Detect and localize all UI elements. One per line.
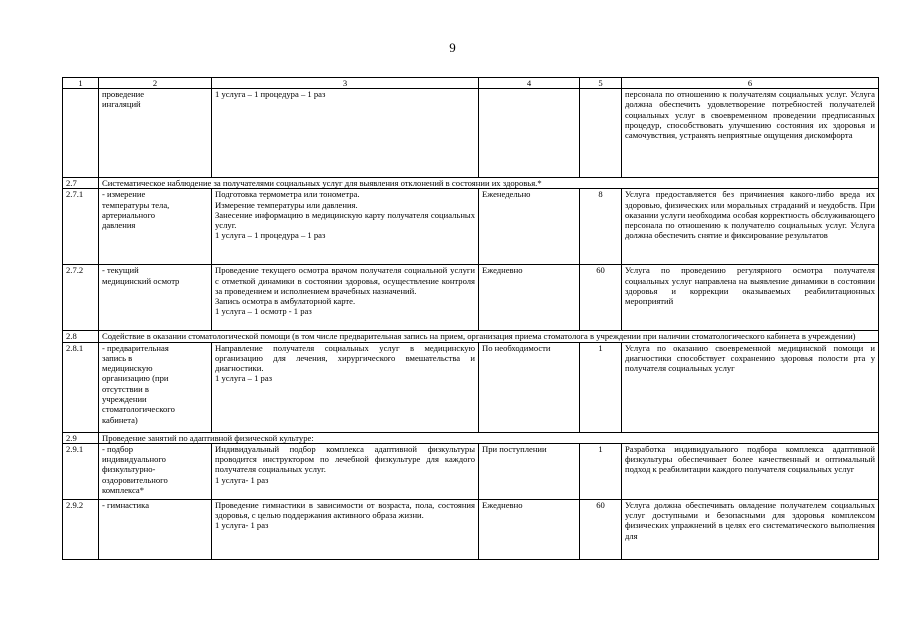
- service-content: [212, 342, 479, 432]
- service-description: Услуга предоставляется без причинения какого-либо вреда их здоровью, физических или моральных страданий и неудобств. При оказании услуги необходима особая корректность обслуживающего персонала по отношению к получателю социальных услуг. Услуга должна обеспечить снятие и фиксирование результатов: [622, 189, 879, 265]
- service-content-line: Измерение температуры или давления.: [215, 199, 358, 210]
- header-cell: 2: [99, 78, 212, 89]
- service-description: Разработка индивидуального подбора комплекса адаптивной физкультуры обеспечивает более качественный и оптимальный подход к реабилитации каждого получателя социальных услуг: [622, 443, 879, 499]
- item-number: 2.7.2: [63, 265, 99, 331]
- service-content: [212, 443, 479, 499]
- service-name-line: артериального: [102, 209, 156, 220]
- service-name-line: стоматологического: [102, 404, 175, 415]
- service-name-line: давления: [102, 220, 136, 231]
- service-content-line: 1 услуга- 1 раз: [215, 520, 269, 531]
- service-name-line: медицинскую: [102, 363, 153, 374]
- service-frequency: Еженедельно: [479, 189, 580, 265]
- service-name-line: - подбор: [102, 443, 133, 454]
- section-row: [63, 331, 879, 342]
- service-name-line: организацию (при: [102, 373, 169, 384]
- service-count: 1: [580, 342, 622, 432]
- service-frequency: [479, 89, 580, 178]
- service-name-line: проведение: [102, 89, 145, 99]
- service-frequency: При поступлении: [479, 443, 580, 499]
- service-description: персонала по отношению к получателям социальных услуг. Услуга должна обеспечить удовлетворение потребностей получателей социальных услуг в своевременном проведении предписанных процедур, способствовать улучшению состояния их здоровья и самочувствия, устранять неприятные ощущения дискомфорта: [622, 89, 879, 178]
- service-count: [580, 89, 622, 178]
- table-row: [63, 189, 879, 265]
- header-cell: 6: [622, 78, 879, 89]
- services-table: [62, 77, 879, 560]
- item-number: 2.9: [63, 432, 99, 443]
- service-content-line: Направление получателя социальных услуг в медицинскую организацию для лечения, хирургического вмешательства и диагностики.: [215, 342, 475, 374]
- item-number: 2.8.1: [63, 342, 99, 432]
- service-frequency: Ежедневно: [479, 265, 580, 331]
- header-cell: 5: [580, 78, 622, 89]
- service-name-line: ингаляций: [102, 99, 141, 110]
- service-content-line: Индивидуальный подбор комплекса адаптивной физкультуры проводится инструктором по лечебной физкультуре для каждого получателя социальных услуг.: [215, 443, 475, 475]
- service-frequency: Ежедневно: [479, 499, 580, 559]
- service-name-line: температуры тела,: [102, 199, 170, 210]
- section-title: Систематическое наблюдение за получателями социальных услуг для выявления отклонений в состоянии их здоровья.*: [99, 178, 879, 189]
- item-number: 2.7.1: [63, 189, 99, 265]
- service-name: [99, 189, 212, 265]
- service-count: 8: [580, 189, 622, 265]
- page-number: 9: [449, 40, 456, 55]
- service-name-line: - гимнастика: [102, 499, 150, 510]
- service-name-line: кабинета): [102, 414, 138, 425]
- table-row: [63, 265, 879, 331]
- table-row: [63, 342, 879, 432]
- service-name: [99, 89, 212, 178]
- service-name-line: физкультурно-: [102, 464, 156, 475]
- table-header-row: [63, 78, 879, 89]
- service-content-line: Занесение информацию в медицинскую карту получателя социальных услуг.: [215, 209, 475, 231]
- item-number: 2.8: [63, 331, 99, 342]
- service-description: Услуга по оказанию своевременной медицинской помощи и диагностики способствует сохранению здоровья полости рта у получателя социальных услуг: [622, 342, 879, 432]
- service-name-line: индивидуального: [102, 454, 166, 465]
- service-frequency: По необходимости: [479, 342, 580, 432]
- service-name: [99, 265, 212, 331]
- service-name-line: комплекса*: [102, 485, 145, 496]
- service-name-line: - измерение: [102, 189, 146, 200]
- header-cell: 3: [212, 78, 479, 89]
- service-content-line: Проведение текущего осмотра врачом получателя социальной услуги с отметкой динамики в состоянии здоровья, осуществление контроля за проведением и исполнением врачебных назначений.: [215, 265, 475, 296]
- item-number: [63, 89, 99, 178]
- service-content-line: 1 услуга – 1 осмотр - 1 раз: [215, 306, 312, 317]
- service-name-line: учреждении: [102, 394, 147, 405]
- service-description: Услуга по проведению регулярного осмотра получателя социальных услуг направлена на выявление динамики в состоянии здоровья и коррекции оказываемых реабилитационных мероприятий: [622, 265, 879, 331]
- header-cell: 1: [63, 78, 99, 89]
- item-number: 2.7: [63, 178, 99, 189]
- item-number: 2.9.1: [63, 443, 99, 499]
- service-name-line: оздоровительного: [102, 474, 168, 485]
- item-number: 2.9.2: [63, 499, 99, 559]
- table-row: [63, 443, 879, 499]
- section-title: Проведение занятий по адаптивной физической культуре:: [99, 432, 879, 443]
- service-name-line: - предварительная: [102, 342, 169, 353]
- service-content-line: Запись осмотра в амбулаторной карте.: [215, 296, 356, 307]
- service-description: Услуга должна обеспечивать овладение получателем социальных услуг доступными и безопасными для здоровья комплексом физических упражнений в целях его систематического выполнения для: [622, 499, 879, 559]
- service-content: [212, 89, 479, 178]
- service-count: 60: [580, 499, 622, 559]
- header-cell: 4: [479, 78, 580, 89]
- section-title: Содействие в оказании стоматологической помощи (в том числе предварительная запись на прием, организация приема стоматолога в учреждении при наличии стоматологического кабинета в учреждении): [99, 331, 879, 342]
- service-content-line: 1 услуга – 1 процедура – 1 раз: [215, 230, 326, 241]
- service-count: 1: [580, 443, 622, 499]
- service-count: 60: [580, 265, 622, 331]
- service-content: [212, 189, 479, 265]
- service-content: [212, 265, 479, 331]
- section-row: [63, 178, 879, 189]
- service-name-line: запись в: [102, 352, 133, 363]
- service-content-line: Проведение гимнастики в зависимости от возраста, пола, состояния здоровья, с целью поддержания активного образа жизни.: [215, 499, 475, 521]
- service-content-line: 1 услуга – 1 раз: [215, 373, 273, 384]
- section-row: [63, 432, 879, 443]
- service-name-line: - текущий: [102, 265, 139, 276]
- service-content-line: Подготовка термометра или тонометра.: [215, 189, 360, 200]
- service-name-line: медицинский осмотр: [102, 275, 180, 286]
- table-row: [63, 89, 879, 178]
- service-name: [99, 342, 212, 432]
- service-content: [212, 499, 479, 559]
- table-row: [63, 499, 879, 559]
- service-content-line: 1 услуга- 1 раз: [215, 474, 269, 485]
- service-content-line: 1 услуга – 1 процедура – 1 раз: [215, 89, 326, 99]
- service-name: [99, 499, 212, 559]
- service-name-line: отсутствии в: [102, 383, 149, 394]
- service-name: [99, 443, 212, 499]
